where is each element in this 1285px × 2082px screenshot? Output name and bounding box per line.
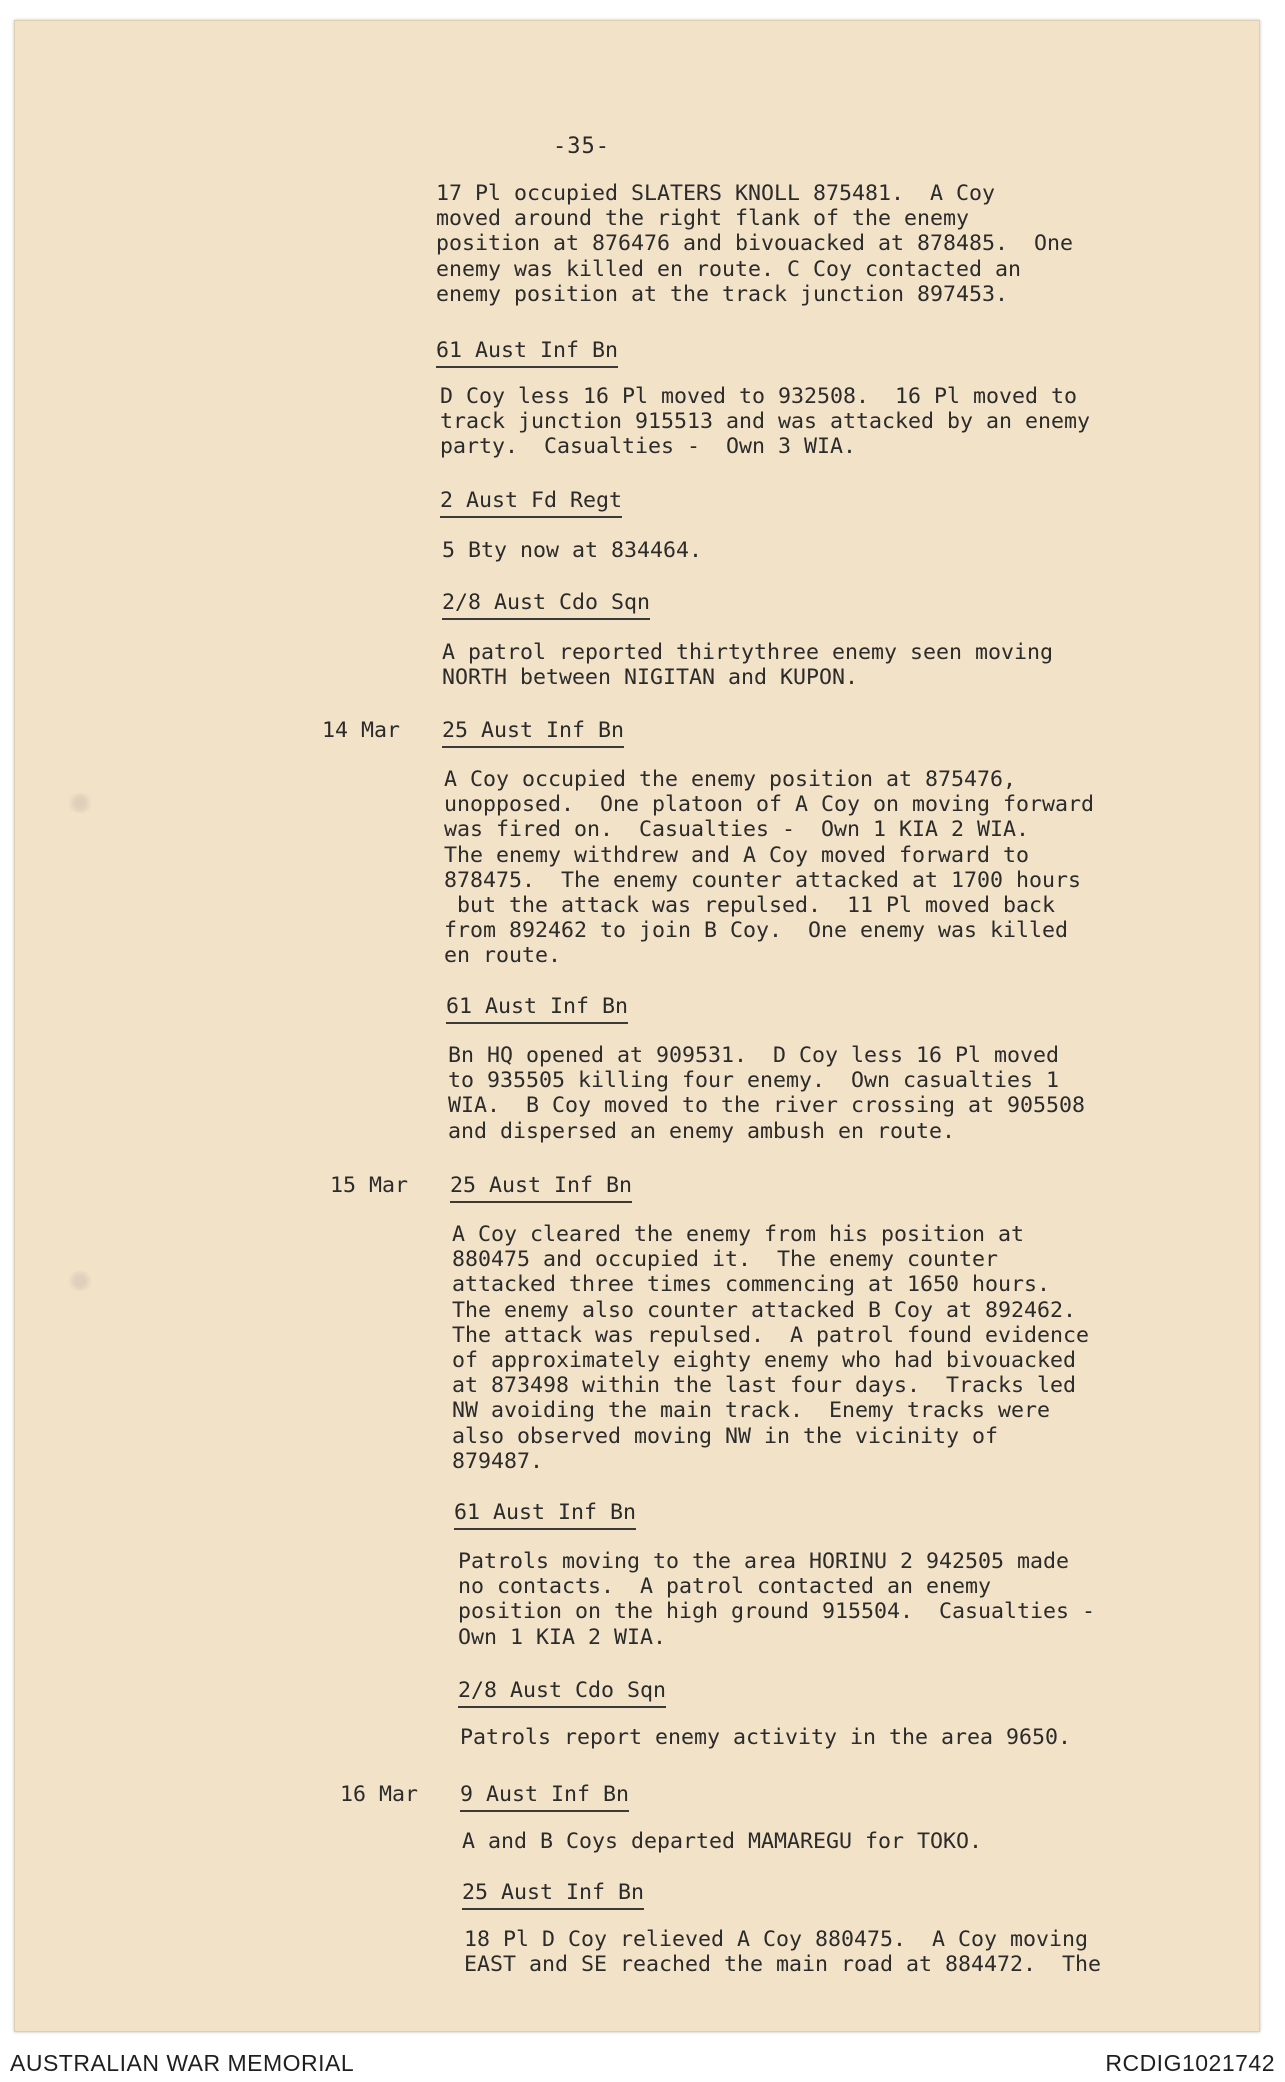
text-line: Patrols report enemy activity in the area 9650.: [460, 1725, 1072, 1750]
text-line: D Coy less 16 Pl moved to 932508. 16 Pl moved to: [440, 384, 1078, 409]
unit-heading: 2 Aust Fd Regt: [440, 488, 622, 518]
text-line: of approximately eighty enemy who had bivouacked: [452, 1348, 1077, 1374]
text-line: en route.: [444, 943, 562, 969]
text-line: attacked three times commencing at 1650 hours.: [452, 1272, 1051, 1298]
page-number: -35-: [553, 134, 610, 159]
text-line: 18 Pl D Coy relieved A Coy 880475. A Coy moving: [464, 1927, 1089, 1952]
footer-record-id: RCDIG1021742: [1105, 2050, 1275, 2076]
intro-paragraph: [436, 181, 1073, 307]
text-line: The enemy also counter attacked B Coy at 892462.: [452, 1297, 1077, 1323]
text-line: A Coy occupied the enemy position at 875476,: [444, 767, 1017, 792]
entry-paragraph: [440, 384, 1090, 460]
entry-paragraph: [460, 1725, 1071, 1750]
text-line: position on the high ground 915504. Casualties -: [458, 1599, 1096, 1625]
text-line: was fired on. Casualties - Own 1 KIA 2 WIA.: [444, 817, 1030, 843]
text-line: 17 Pl occupied SLATERS KNOLL 875481. A Coy: [436, 181, 996, 206]
entry-paragraph: [452, 1222, 1089, 1474]
text-line: track junction 915513 and was attacked by an enemy: [440, 409, 1091, 435]
text-line: NORTH between NIGITAN and KUPON.: [442, 665, 859, 691]
text-line: to 935505 killing four enemy. Own casualties 1: [448, 1068, 1060, 1094]
text-line: at 873498 within the last four days. Tracks led: [452, 1373, 1077, 1399]
entry-paragraph: [462, 1829, 982, 1854]
punch-hole-mark: [67, 1271, 93, 1291]
text-line: position at 876476 and bivouacked at 878485. One: [436, 231, 1074, 257]
unit-heading: 25 Aust Inf Bn: [462, 1880, 644, 1910]
unit-heading: 25 Aust Inf Bn: [450, 1173, 632, 1203]
text-line: 880475 and occupied it. The enemy counter: [452, 1247, 999, 1273]
text-line: Own 1 KIA 2 WIA.: [458, 1624, 667, 1650]
text-line: NW avoiding the main track. Enemy tracks were: [452, 1398, 1051, 1424]
footer-source-label: AUSTRALIAN WAR MEMORIAL: [10, 2050, 355, 2076]
text-line: Bn HQ opened at 909531. D Coy less 16 Pl moved: [448, 1043, 1060, 1068]
text-line: 879487.: [452, 1448, 544, 1474]
entry-paragraph: [448, 1043, 1085, 1144]
text-line: also observed moving NW in the vicinity of: [452, 1423, 999, 1449]
entry-paragraph: [464, 1927, 1101, 1977]
entry-paragraph: [444, 767, 1094, 969]
unit-heading: 61 Aust Inf Bn: [446, 994, 628, 1024]
unit-heading: 2/8 Aust Cdo Sqn: [458, 1678, 666, 1708]
text-line: from 892462 to join B Coy. One enemy was killed: [444, 918, 1069, 944]
unit-heading: 2/8 Aust Cdo Sqn: [442, 590, 650, 620]
entry-paragraph: [458, 1549, 1095, 1650]
unit-heading: 61 Aust Inf Bn: [436, 338, 618, 368]
text-line: A and B Coys departed MAMAREGU for TOKO.: [462, 1829, 983, 1854]
text-line: no contacts. A patrol contacted an enemy: [458, 1574, 992, 1600]
text-line: A Coy cleared the enemy from his position at: [452, 1222, 1025, 1247]
text-line: unopposed. One platoon of A Coy on moving forward: [444, 792, 1095, 818]
text-line: and dispersed an enemy ambush en route.: [448, 1118, 956, 1144]
date-label: 16 Mar: [340, 1782, 419, 1807]
unit-heading: 25 Aust Inf Bn: [442, 718, 624, 748]
unit-heading: 61 Aust Inf Bn: [454, 1500, 636, 1530]
text-line: moved around the right flank of the enemy: [436, 206, 970, 232]
date-label: 14 Mar: [322, 718, 401, 743]
entry-paragraph: [442, 538, 702, 563]
text-line: EAST and SE reached the main road at 884472. The: [464, 1952, 1102, 1978]
unit-heading: 9 Aust Inf Bn: [460, 1782, 629, 1812]
text-line: 878475. The enemy counter attacked at 1700 hours: [444, 867, 1082, 893]
text-line: A patrol reported thirtythree enemy seen moving: [442, 640, 1054, 665]
text-line: but the attack was repulsed. 11 Pl moved back: [444, 893, 1056, 919]
date-label: 15 Mar: [330, 1173, 409, 1198]
entry-paragraph: [442, 640, 1053, 690]
text-line: 5 Bty now at 834464.: [442, 538, 703, 563]
text-line: enemy position at the track junction 897453.: [436, 281, 1009, 307]
text-line: WIA. B Coy moved to the river crossing at 905508: [448, 1093, 1086, 1119]
text-line: enemy was killed en route. C Coy contacted an: [436, 256, 1022, 282]
text-line: party. Casualties - Own 3 WIA.: [440, 434, 857, 460]
text-line: The enemy withdrew and A Coy moved forward to: [444, 842, 1030, 868]
text-line: The attack was repulsed. A patrol found evidence: [452, 1322, 1090, 1348]
punch-hole-mark: [67, 793, 93, 813]
text-line: Patrols moving to the area HORINU 2 942505 made: [458, 1549, 1070, 1574]
